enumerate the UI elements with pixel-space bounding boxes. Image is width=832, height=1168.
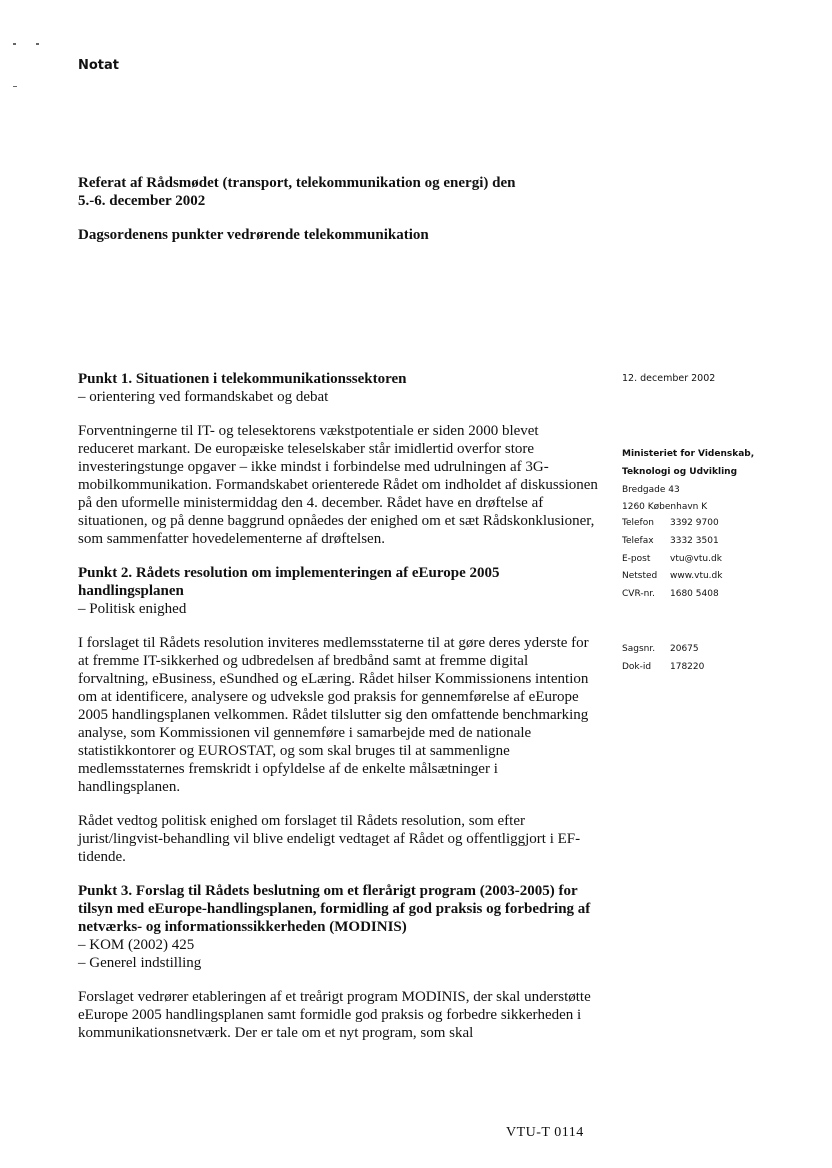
ministry-name: Ministeriet for Videnskab, bbox=[622, 449, 755, 459]
scan-mark bbox=[13, 43, 16, 45]
document-date: 12. december 2002 bbox=[622, 373, 716, 384]
section-punkt-1 bbox=[78, 370, 598, 548]
scan-mark bbox=[13, 86, 17, 87]
contact-label: E-post bbox=[622, 553, 651, 564]
section-punkt-3 bbox=[78, 882, 598, 1042]
case-value: 178220 bbox=[670, 661, 705, 672]
contact-row bbox=[622, 533, 722, 551]
contact-block bbox=[622, 515, 722, 604]
case-value: 20675 bbox=[670, 644, 699, 654]
section-heading: Punkt 2. Rådets resolution om implementeringen af eEurope 2005 handlingsplanen bbox=[78, 565, 500, 599]
main-content bbox=[78, 370, 598, 1058]
document-type-label: Notat bbox=[78, 58, 120, 73]
section-subheading: – Politisk enighed bbox=[78, 601, 187, 617]
case-label: Sagsnr. bbox=[622, 644, 656, 654]
document-title-line: Referat af Rådsmødet (transport, telekommunikation og energi) den bbox=[78, 175, 516, 191]
case-block bbox=[622, 641, 704, 677]
section-subheading: – orientering ved formandskabet og debat bbox=[78, 389, 329, 405]
contact-label: Telefax bbox=[622, 535, 654, 546]
section-body: Rådet vedtog politisk enighed om forslaget til Rådets resolution, som efter jurist/lingvist-behandling vil blive endeligt vedtaget af Rådet og offentliggjort i EF-tidende. bbox=[78, 813, 581, 865]
section-heading: Punkt 3. Forslag til Rådets beslutning om et flerårigt program (2003-2005) for tilsyn med eEurope-handlingsplanen, formidling af god praksis og forbedring af netværks- og informationssikkerheden (MODINIS) bbox=[78, 883, 591, 935]
contact-label: Netsted bbox=[622, 571, 658, 582]
document-number: VTU-T 0114 bbox=[506, 1125, 584, 1140]
address-street: Bredgade 43 bbox=[622, 484, 680, 495]
section-body: Forventningerne til IT- og telesektorens vækstpotentiale er siden 2000 blevet reduceret markant. De europæiske teleselskaber står imidlertid overfor store investeringstunge opgaver – ikke mindst i forbindelse med udrulningen af 3G-mobilkommunikation. Formandskabet orienterede Rådet om indholdet af diskussionen på den uformelle ministermiddag den 4. december. Rådet have en drøftelse af situationen, og på denne baggrund opnåedes der enighed om et sæt Rådskonklusioner, som sammenfatter hovedelementerne af drøftelsen. bbox=[78, 423, 598, 547]
section-subheading: – KOM (2002) 425 bbox=[78, 937, 195, 953]
contact-label: CVR-nr. bbox=[622, 589, 656, 600]
contact-row bbox=[622, 551, 722, 569]
section-heading: Punkt 1. Situationen i telekommunikationssektoren bbox=[78, 371, 407, 387]
contact-value: vtu@vtu.dk bbox=[670, 553, 722, 564]
section-subheading: – Generel indstilling bbox=[78, 955, 202, 971]
case-row bbox=[622, 641, 704, 659]
scan-mark bbox=[36, 43, 39, 45]
contact-value: 1680 5408 bbox=[670, 589, 719, 600]
document-title bbox=[78, 174, 578, 210]
section-punkt-2 bbox=[78, 564, 598, 866]
ministry-name: Teknologi og Udvikling bbox=[622, 466, 738, 477]
address-city: 1260 København K bbox=[622, 502, 708, 513]
contact-value: 3332 3501 bbox=[670, 535, 719, 546]
document-subtitle: Dagsordenens punkter vedrørende telekommunikation bbox=[78, 227, 429, 243]
case-row bbox=[622, 659, 704, 677]
contact-row bbox=[622, 568, 722, 586]
case-label: Dok-id bbox=[622, 661, 652, 672]
document-title-line: 5.-6. december 2002 bbox=[78, 193, 206, 209]
contact-value: www.vtu.dk bbox=[670, 571, 723, 582]
section-body: I forslaget til Rådets resolution inviteres medlemsstaterne til at gøre deres yderste for at fremme IT-sikkerhed og udbredelsen af bredbånd samt at fremme digital forvaltning, eBusiness, eSundhed og eLæring. Rådet hilser Kommissionens intention om at identificere, analysere og udveksle god praksis for gennemførelse af eEurope 2005 handlingsplanen velkommen. Rådet tilslutter sig den omfattende benchmarking analyse, som Kommissionen vil gennemføre i samarbejde med de nationale statistikkontorer og EUROSTAT, og som skal bruges til at sammenligne medlemsstaternes fremskridt i opfyldelse af de enkelte målsætninger i handlingsplanen. bbox=[78, 635, 589, 795]
ministry-block bbox=[622, 446, 822, 517]
contact-row bbox=[622, 515, 722, 533]
contact-label: Telefon bbox=[622, 518, 654, 528]
contact-value: 3392 9700 bbox=[670, 518, 719, 528]
section-body: Forslaget vedrører etableringen af et treårigt program MODINIS, der skal understøtte eEurope 2005 handlingsplanen samt formidle god praksis og forbedre sikkerheden i kommunikationsnetværk. Der er tale om et nyt program, som skal bbox=[78, 989, 591, 1041]
contact-row bbox=[622, 586, 722, 604]
